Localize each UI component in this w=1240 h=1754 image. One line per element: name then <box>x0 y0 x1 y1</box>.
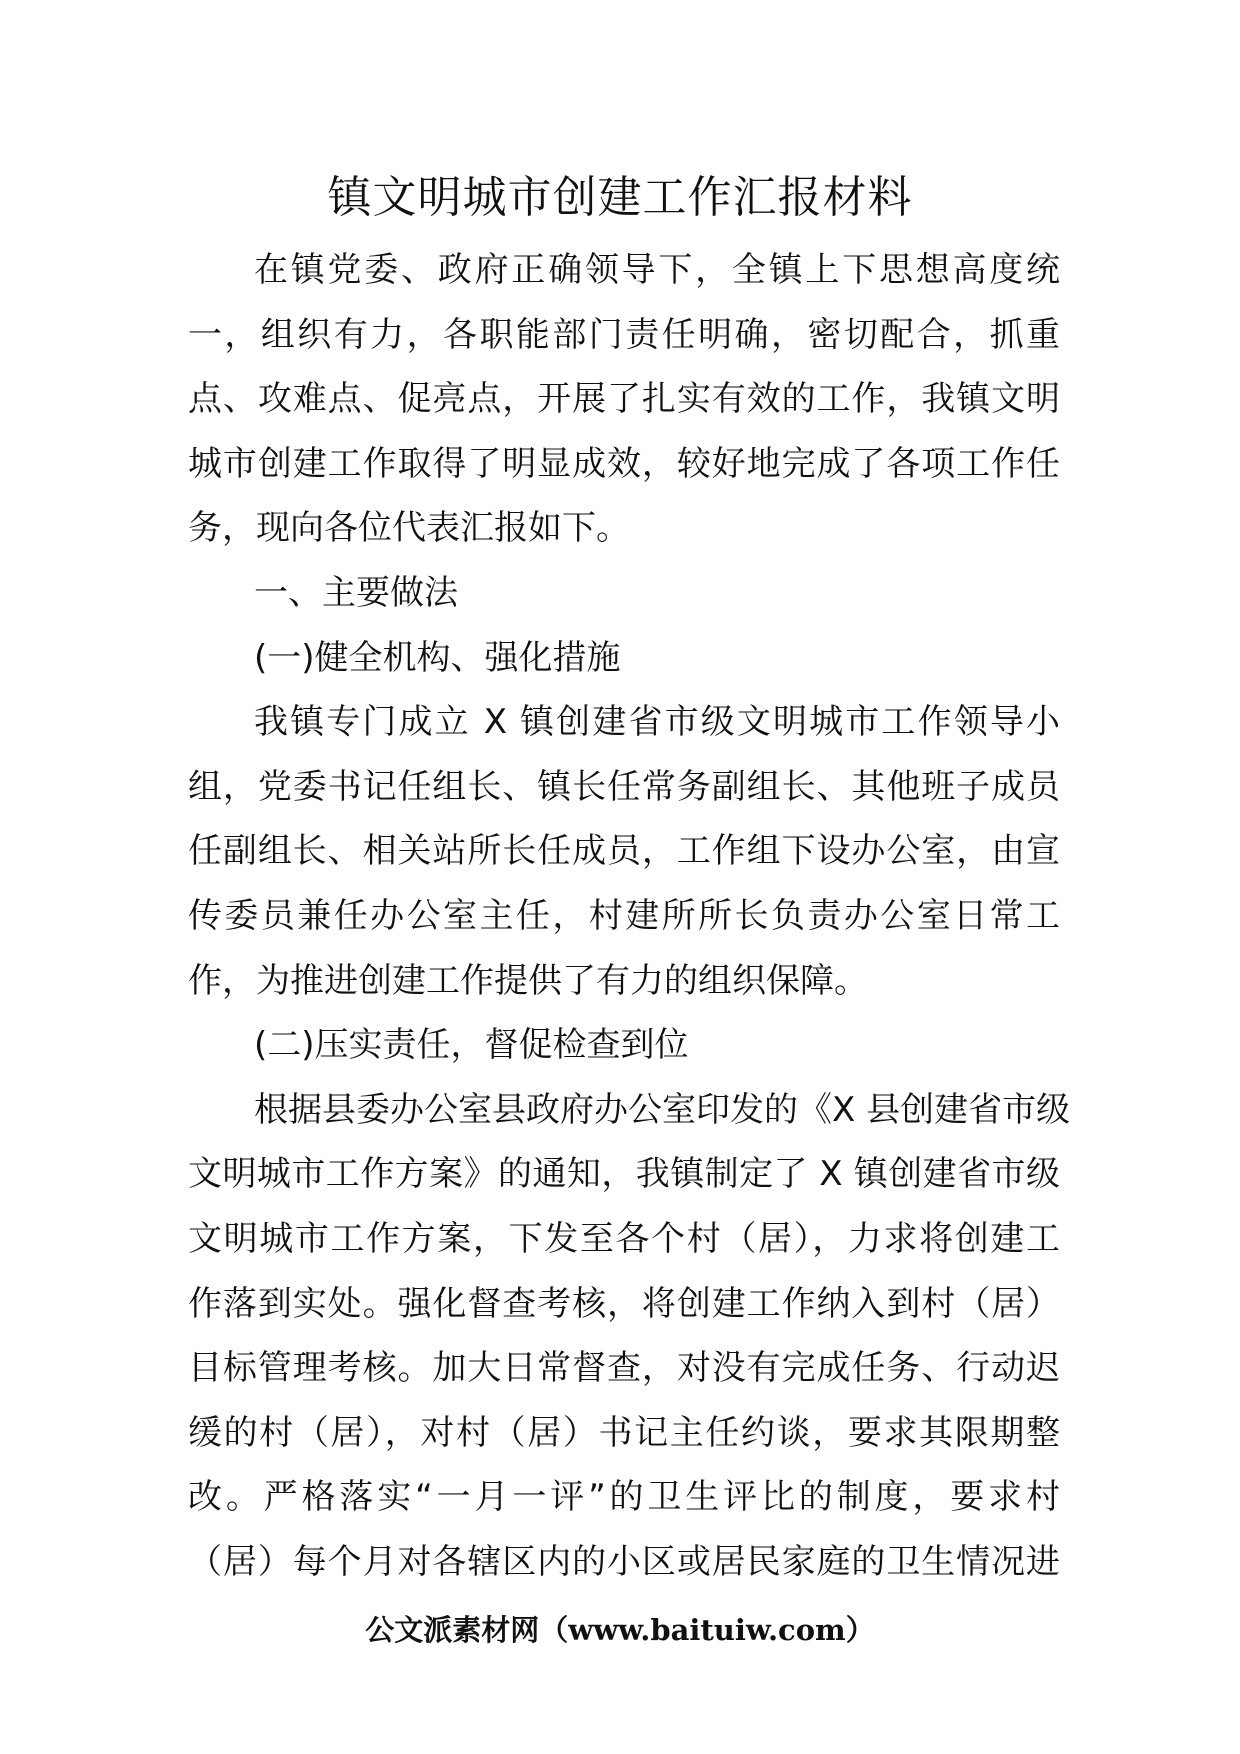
document-body <box>188 238 1071 1594</box>
paragraph-organization-line-4: 传委员兼任办公室主任，村建所所长负责办公室日常工 <box>188 895 1060 936</box>
paragraph-intro-line-4: 城市创建工作取得了明显成效，较好地完成了各项工作任 <box>188 443 1060 484</box>
paragraph-responsibility-line-2: 文明城市工作方案》的通知，我镇制定了 X 镇创建省市级 <box>188 1154 1060 1195</box>
paragraph-intro-line-2: 一，组织有力，各职能部门责任明确，密切配合，抓重 <box>188 314 1060 355</box>
subsection-heading-1: (一)健全机构、强化措施 <box>254 637 621 678</box>
paragraph-responsibility-line-6: 缓的村（居），对村（居）书记主任约谈，要求其限期整 <box>188 1412 1060 1453</box>
paragraph-organization-line-3: 任副组长、相关站所长任成员，工作组下设办公室，由宣 <box>188 831 1060 872</box>
paragraph-responsibility-line-8: （居）每个月对各辖区内的小区或居民家庭的卫生情况进 <box>188 1541 1060 1582</box>
paragraph-intro-line-5: 务，现向各位代表汇报如下。 <box>188 508 630 549</box>
paragraph-responsibility-line-4: 作落到实处。强化督查考核，将创建工作纳入到村（居） <box>188 1283 1060 1324</box>
document-title: 镇文明城市创建工作汇报材料 <box>327 172 913 223</box>
paragraph-responsibility-line-7: 改。严格落实“一月一评”的卫生评比的制度，要求村 <box>188 1477 1060 1518</box>
paragraph-intro-line-3: 点、攻难点、促亮点，开展了扎实有效的工作，我镇文明 <box>188 379 1060 420</box>
paragraph-organization-line-2: 组，党委书记任组长、镇长任常务副组长、其他班子成员 <box>188 766 1060 807</box>
paragraph-organization-line-5: 作，为推进创建工作提供了有力的组织保障。 <box>188 960 868 1001</box>
paragraph-intro-line-1: 在镇党委、政府正确领导下，全镇上下思想高度统 <box>254 250 1060 290</box>
subsection-heading-2: (二)压实责任，督促检查到位 <box>254 1025 689 1066</box>
paragraph-responsibility-line-5: 目标管理考核。加大日常督查，对没有完成任务、行动迟 <box>188 1348 1060 1389</box>
footer-watermark-text: 公文派素材网（www.baituiw.com） <box>365 1613 875 1647</box>
paragraph-organization-line-1: 我镇专门成立 X 镇创建省市级文明城市工作领导小 <box>254 702 1060 743</box>
section-heading-main-practices: 一、主要做法 <box>254 572 458 613</box>
paragraph-responsibility-line-1: 根据县委办公室县政府办公室印发的《X 县创建省市级 <box>254 1089 1071 1130</box>
paragraph-responsibility-line-3: 文明城市工作方案，下发至各个村（居），力求将创建工 <box>188 1218 1060 1259</box>
